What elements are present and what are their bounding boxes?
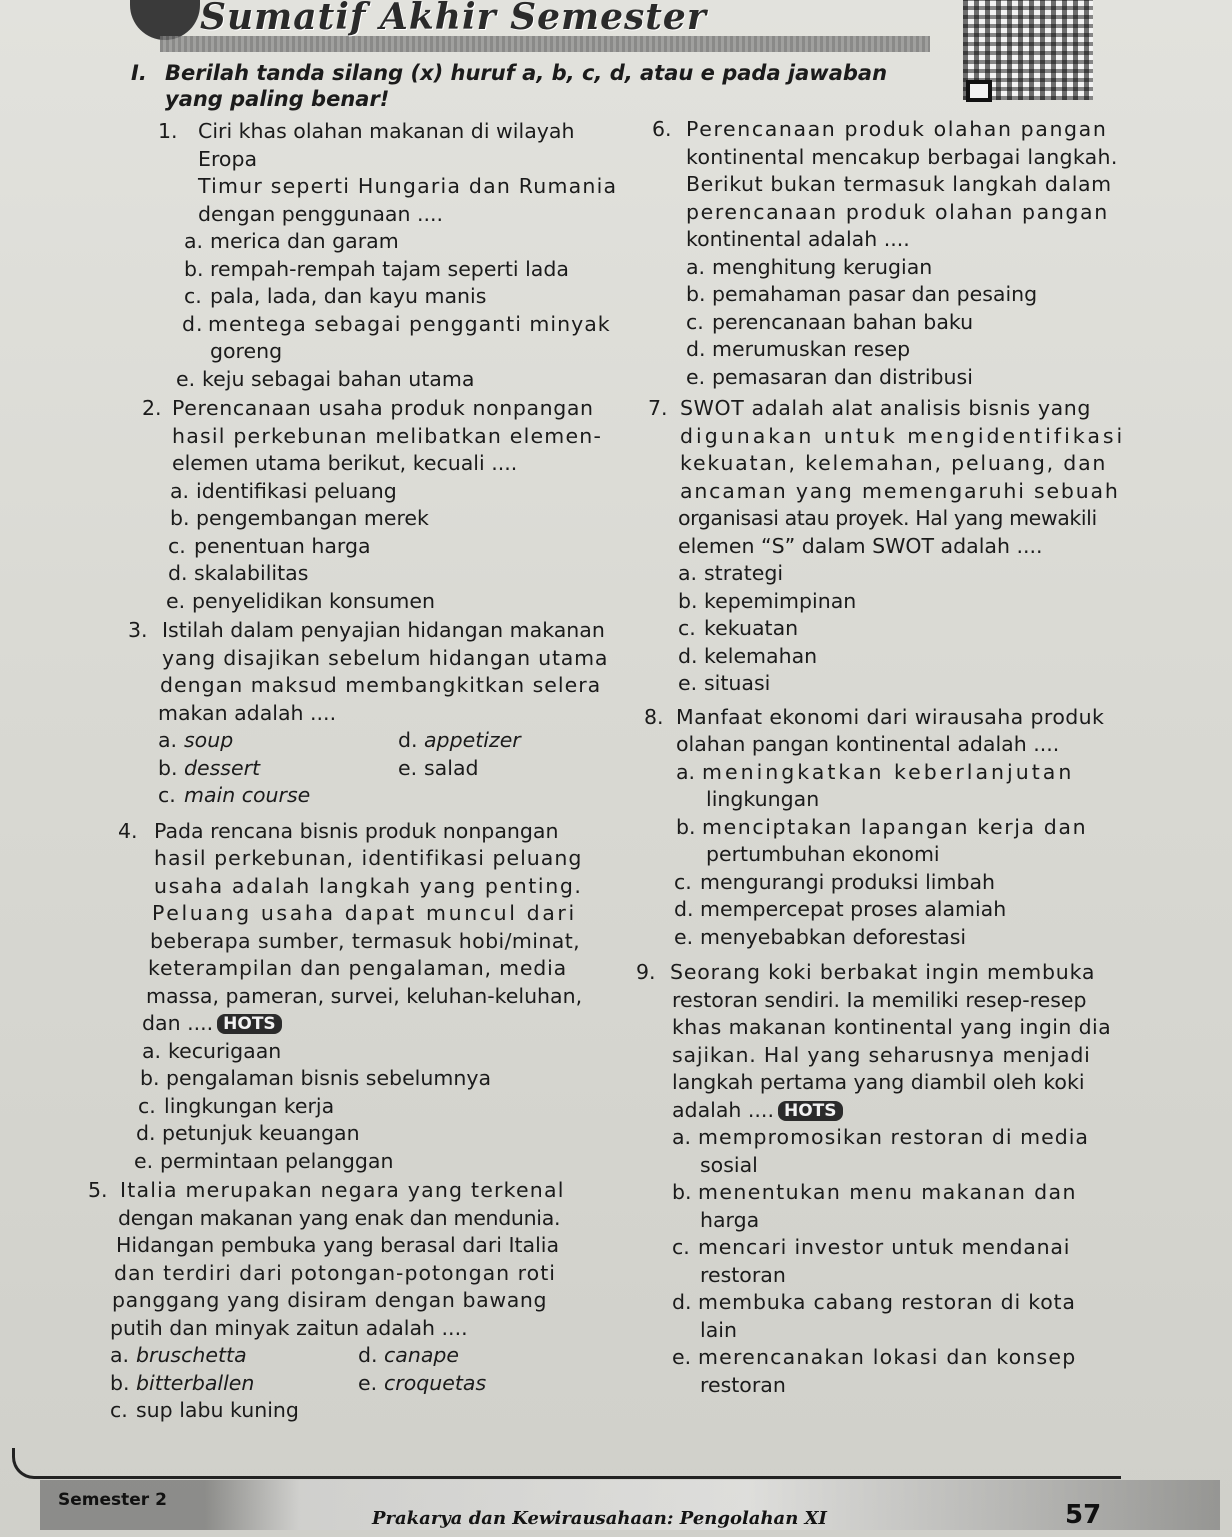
question-text: Peluang usaha dapat muncul dari bbox=[152, 901, 577, 925]
question-2 bbox=[142, 395, 628, 615]
page-title: Sumatif Akhir Semester bbox=[200, 0, 707, 38]
question-text: massa, pameran, survei, keluhan-keluhan, bbox=[146, 983, 583, 1008]
question-text: putih dan minyak zaitun adalah .... bbox=[110, 1315, 468, 1340]
left-column bbox=[88, 118, 628, 1425]
page-number: 57 bbox=[1065, 1500, 1102, 1530]
option-a[interactable]: a. menghitung kerugian bbox=[686, 254, 933, 279]
question-5 bbox=[88, 1177, 628, 1425]
question-text: langkah pertama yang diambil oleh koki bbox=[672, 1070, 1085, 1094]
option-b[interactable]: b. pengalaman bisnis sebelumnya bbox=[140, 1066, 492, 1090]
option-a-continuation: sosial bbox=[700, 1152, 758, 1177]
question-text: elemen “S” dalam SWOT adalah .... bbox=[678, 533, 1043, 558]
option-c[interactable]: c. lingkungan kerja bbox=[138, 1093, 335, 1118]
option-d-continuation: lain bbox=[700, 1317, 737, 1342]
question-number: 9. bbox=[636, 960, 656, 984]
question-text: ancaman yang memengaruhi sebuah bbox=[680, 478, 1120, 503]
section-number: I. bbox=[131, 61, 147, 85]
option-c[interactable]: c. kekuatan bbox=[678, 616, 799, 640]
qr-finder-pattern bbox=[966, 80, 992, 102]
option-b[interactable]: b. bitterballen bbox=[110, 1370, 255, 1395]
question-text: elemen utama berikut, kecuali .... bbox=[172, 451, 518, 475]
option-grid bbox=[128, 727, 628, 810]
question-text: restoran sendiri. Ia memiliki resep-resep bbox=[672, 987, 1087, 1012]
option-d[interactable]: d. kelemahan bbox=[678, 643, 818, 668]
option-c[interactable]: c. main course bbox=[158, 783, 311, 807]
question-text: Perencanaan usaha produk nonpangan bbox=[172, 396, 594, 420]
option-d[interactable]: d. appetizer bbox=[398, 728, 521, 752]
question-text: olahan pangan kontinental adalah .... bbox=[676, 732, 1060, 756]
option-e[interactable]: e. merencanakan lokasi dan konsep bbox=[672, 1345, 1077, 1369]
option-d[interactable]: d. petunjuk keuangan bbox=[136, 1121, 360, 1145]
option-e[interactable]: e. permintaan pelanggan bbox=[134, 1148, 394, 1173]
question-3 bbox=[128, 617, 628, 810]
question-text: dengan makanan yang enak dan mendunia. bbox=[118, 1205, 561, 1230]
option-c[interactable]: c. penentuan harga bbox=[168, 533, 371, 558]
question-text: keterampilan dan pengalaman, media bbox=[148, 956, 567, 980]
question-6 bbox=[652, 116, 1130, 391]
option-grid bbox=[88, 1342, 628, 1425]
question-text: Pada rencana bisnis produk nonpangan bbox=[154, 818, 559, 843]
option-c[interactable]: c. mengurangi produksi limbah bbox=[674, 869, 996, 894]
question-text: hasil perkebunan, identifikasi peluang bbox=[154, 846, 583, 870]
right-column bbox=[636, 116, 1130, 1399]
option-c[interactable]: c. perencanaan bahan baku bbox=[686, 309, 974, 334]
question-text: Perencanaan produk olahan pangan bbox=[686, 117, 1108, 141]
option-d[interactable]: d. merumuskan resep bbox=[686, 337, 911, 361]
book-title: Prakarya dan Kewirausahaan: Pengolahan XI bbox=[372, 1508, 827, 1529]
question-text: panggang yang disiram dengan bawang bbox=[112, 1288, 548, 1312]
question-9 bbox=[636, 959, 1130, 1399]
question-number: 5. bbox=[88, 1178, 108, 1202]
question-number: 2. bbox=[142, 396, 162, 420]
option-a[interactable]: a. soup bbox=[158, 728, 234, 752]
question-text: hasil perkebunan melibatkan elemen- bbox=[172, 423, 603, 448]
option-d[interactable]: d. canape bbox=[358, 1343, 460, 1367]
option-e[interactable]: e. croquetas bbox=[358, 1370, 487, 1395]
question-text: dan .... HOTS bbox=[118, 1010, 628, 1038]
instruction-text: Berilah tanda silang (x) huruf a, b, c, d, atau e pada jawaban yang paling benar! bbox=[165, 61, 888, 111]
option-d[interactable]: d. mempercepat proses alamiah bbox=[674, 897, 1007, 921]
question-text: yang disajikan sebelum hidangan utama bbox=[162, 645, 609, 670]
question-text: Ciri khas olahan makanan di wilayah Eropa bbox=[198, 119, 575, 171]
option-c-continuation: restoran bbox=[700, 1262, 786, 1287]
option-d[interactable]: d. membuka cabang restoran di kota bbox=[672, 1290, 1076, 1314]
question-text: sajikan. Hal yang seharusnya menjadi bbox=[672, 1042, 1091, 1067]
option-a[interactable]: a. merica dan garam bbox=[184, 229, 399, 253]
question-7 bbox=[648, 395, 1130, 698]
section-instruction bbox=[133, 60, 948, 112]
question-text: Hidangan pembuka yang berasal dari Italia bbox=[116, 1233, 560, 1257]
question-text: dan terdiri dari potongan-potongan roti bbox=[114, 1260, 556, 1285]
option-e[interactable]: e. situasi bbox=[678, 671, 771, 695]
option-a[interactable]: a. kecurigaan bbox=[142, 1038, 282, 1063]
option-b[interactable]: b. menciptakan lapangan kerja dan bbox=[676, 814, 1088, 839]
option-b[interactable]: b. dessert bbox=[158, 755, 261, 780]
footer-rule bbox=[12, 1448, 1121, 1479]
question-text: organisasi atau proyek. Hal yang mewakili bbox=[678, 506, 1097, 530]
option-e[interactable]: e. pemasaran dan distribusi bbox=[686, 364, 973, 389]
question-text: SWOT adalah alat analisis bisnis yang bbox=[680, 396, 1091, 420]
option-d[interactable]: d. skalabilitas bbox=[168, 561, 309, 585]
question-number: 4. bbox=[118, 818, 138, 843]
option-b[interactable]: b. menentukan menu makanan dan bbox=[672, 1180, 1077, 1204]
option-e[interactable]: e. keju sebagai bahan utama bbox=[176, 366, 475, 391]
hots-badge: HOTS bbox=[778, 1101, 843, 1121]
question-text: Timur seperti Hungaria dan Rumania bbox=[198, 174, 618, 198]
question-text: khas makanan kontinental yang ingin dia bbox=[672, 1015, 1112, 1039]
option-b-continuation: pertumbuhan ekonomi bbox=[706, 842, 940, 866]
option-a[interactable]: a. bruschetta bbox=[110, 1343, 247, 1367]
question-text: kekuatan, kelemahan, peluang, dan bbox=[680, 451, 1108, 475]
question-number: 8. bbox=[644, 704, 664, 729]
question-number: 3. bbox=[128, 618, 148, 642]
question-8 bbox=[644, 704, 1130, 952]
option-a[interactable]: a. meningkatkan keberlanjutan bbox=[676, 759, 1075, 784]
question-text: kontinental adalah .... bbox=[686, 227, 910, 251]
question-text: perencanaan produk olahan pangan bbox=[686, 199, 1109, 224]
question-text: adalah .... HOTS bbox=[636, 1097, 1130, 1125]
option-c[interactable]: c. mencari investor untuk mendanai bbox=[672, 1235, 1071, 1259]
option-b[interactable]: b. kepemimpinan bbox=[678, 588, 857, 613]
option-e-continuation: restoran bbox=[700, 1372, 786, 1397]
option-e[interactable]: e. salad bbox=[398, 755, 479, 780]
question-4 bbox=[118, 818, 628, 1176]
option-c[interactable]: c. pala, lada, dan kayu manis bbox=[184, 284, 487, 308]
question-text: makan adalah .... bbox=[158, 700, 337, 725]
option-b-continuation: harga bbox=[700, 1207, 760, 1232]
option-b[interactable]: b. pemahaman pasar dan pesaing bbox=[686, 282, 1038, 306]
question-text: Berikut bukan termasuk langkah dalam bbox=[686, 172, 1112, 196]
question-text: dengan penggunaan .... bbox=[198, 201, 444, 226]
question-text: Manfaat ekonomi dari wirausaha produk bbox=[676, 704, 1105, 729]
header-decoration bbox=[130, 0, 200, 40]
option-a[interactable]: a. identifikasi peluang bbox=[170, 478, 397, 503]
question-text: digunakan untuk mengidentifikasi bbox=[680, 423, 1126, 448]
semester-label: Semester 2 bbox=[58, 1490, 167, 1510]
option-b[interactable]: b. pengembangan merek bbox=[170, 506, 429, 530]
option-a[interactable]: a. strategi bbox=[678, 561, 784, 585]
option-d[interactable]: d. mentega sebagai pengganti minyak bbox=[182, 311, 611, 336]
question-text: Italia merupakan negara yang terkenal bbox=[120, 1178, 565, 1202]
question-text: beberapa sumber, termasuk hobi/minat, bbox=[150, 928, 581, 953]
question-number: 6. bbox=[652, 117, 672, 141]
question-number: 7. bbox=[648, 396, 668, 420]
question-text: Istilah dalam penyajian hidangan makanan bbox=[162, 618, 605, 642]
question-1 bbox=[158, 118, 628, 393]
question-text: Seorang koki berbakat ingin membuka bbox=[670, 960, 1096, 984]
option-b[interactable]: b. rempah-rempah tajam seperti lada bbox=[184, 256, 569, 281]
hots-badge: HOTS bbox=[217, 1014, 282, 1034]
question-text: kontinental mencakup berbagai langkah. bbox=[686, 144, 1118, 169]
option-a-continuation: lingkungan bbox=[706, 787, 820, 811]
option-e[interactable]: e. penyelidikan konsumen bbox=[166, 588, 435, 613]
option-d-continuation: goreng bbox=[210, 339, 283, 363]
header-stripe bbox=[160, 36, 930, 52]
question-text: dengan maksud membangkitkan selera bbox=[160, 673, 602, 697]
option-c[interactable]: c. sup labu kuning bbox=[110, 1398, 299, 1422]
option-e[interactable]: e. menyebabkan deforestasi bbox=[674, 924, 967, 949]
question-text: usaha adalah langkah yang penting. bbox=[154, 873, 583, 898]
option-a[interactable]: a. mempromosikan restoran di media bbox=[672, 1125, 1089, 1149]
question-number: 1. bbox=[158, 119, 178, 143]
